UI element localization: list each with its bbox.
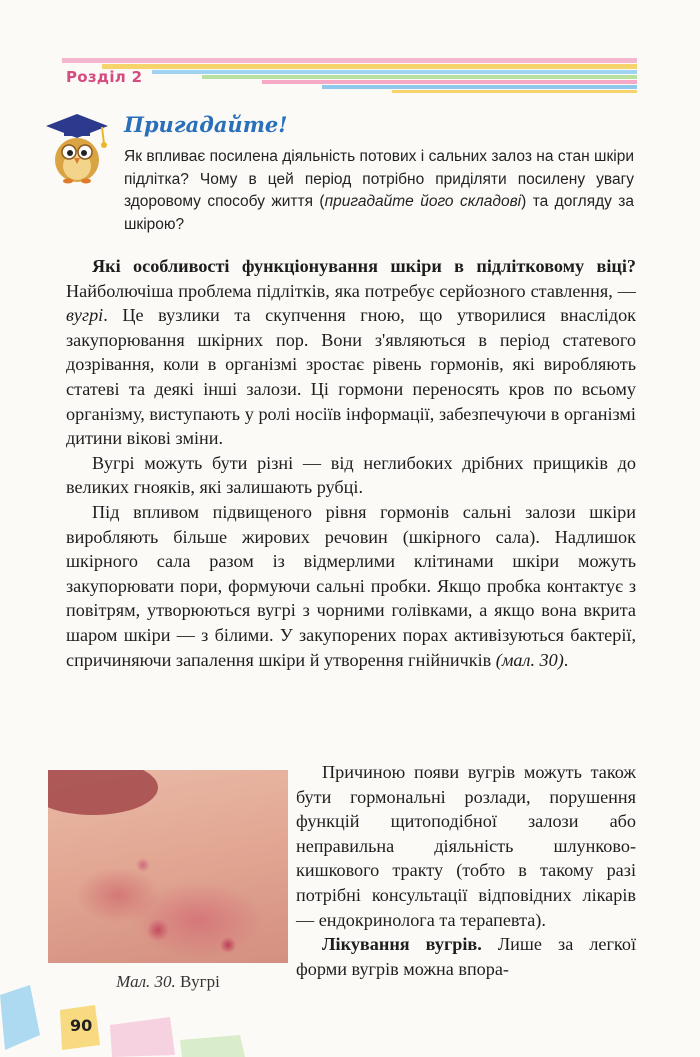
corner-decoration (0, 955, 300, 1057)
section-label: Розділ 2 (66, 68, 143, 86)
page-number: 90 (70, 1016, 93, 1035)
paragraph-types: Вугрі можуть бути різні — від неглибоких дрібних прищиків до великих гнояків, які залишають рубці. (66, 452, 636, 498)
main-text-top (66, 254, 636, 672)
header-color-band (62, 52, 637, 100)
paragraph-features: Які особливості функціонування шкіри в підлітковому віці? Найболючіша проблема підлітків, яка потребує серйозного ставлення, — вугрі. Це вузлики та скупчення гною, що утворилися внаслідок закупорювання шкірних пор. Вони з'являються в період статевого дозрівання, коли в організмі зростає рівень гормонів, які виробляють статеві та деякі інші залози. Ці гормони переносять кров по всьому організму, виступають у ролі носіїв інформації, забезпечуючи в організмі дитини вікові зміни. (66, 256, 636, 449)
graduation-owl-icon (44, 112, 110, 184)
acne-photo (48, 770, 288, 963)
paragraph-causes: Причиною появи вугрів можуть також бути гормональні розлади, порушення функцій щитоподібної залози або неправильна діяльність шлунково-кишкового тракту (тобто в такому разі потрібні консультації відповідних лікарів — ендокринолога та терапевта). (296, 762, 636, 930)
main-text-right-column (296, 760, 636, 981)
remember-title: Пригадайте! (124, 112, 288, 137)
remember-question-text: Як впливає посилена діяльність потових і сальних залоз на стан шкіри підлітка? Чому в цей період потрібно приділяти посилену увагу здоровому способу життя (пригадайте його складові) та догляду за шкірою? (124, 148, 635, 233)
paragraph-hormones: Під впливом підвищеного рівня гормонів сальні залози шкіри виробляють більше жирових речовин (шкірного сала). Надлишок шкірного сала разом із відмерлими клітинами шкіри можуть закупорювати пори, формуючи сальні пробки. Якщо пробка контактує з повітрям, утворюються вугрі з чорними голівками, а якщо вона вкрита шаром шкіри — з білими. У закупорених порах активізуються бактерії, спричиняючи запалення шкіри й утворення гнійничків (мал. 30). (66, 501, 636, 670)
figure-caption: Мал. 30. Вугрі (116, 972, 220, 991)
paragraph-treatment: Лікування вугрів. Лише за легкої форми вугрів можна впора- (296, 934, 636, 979)
